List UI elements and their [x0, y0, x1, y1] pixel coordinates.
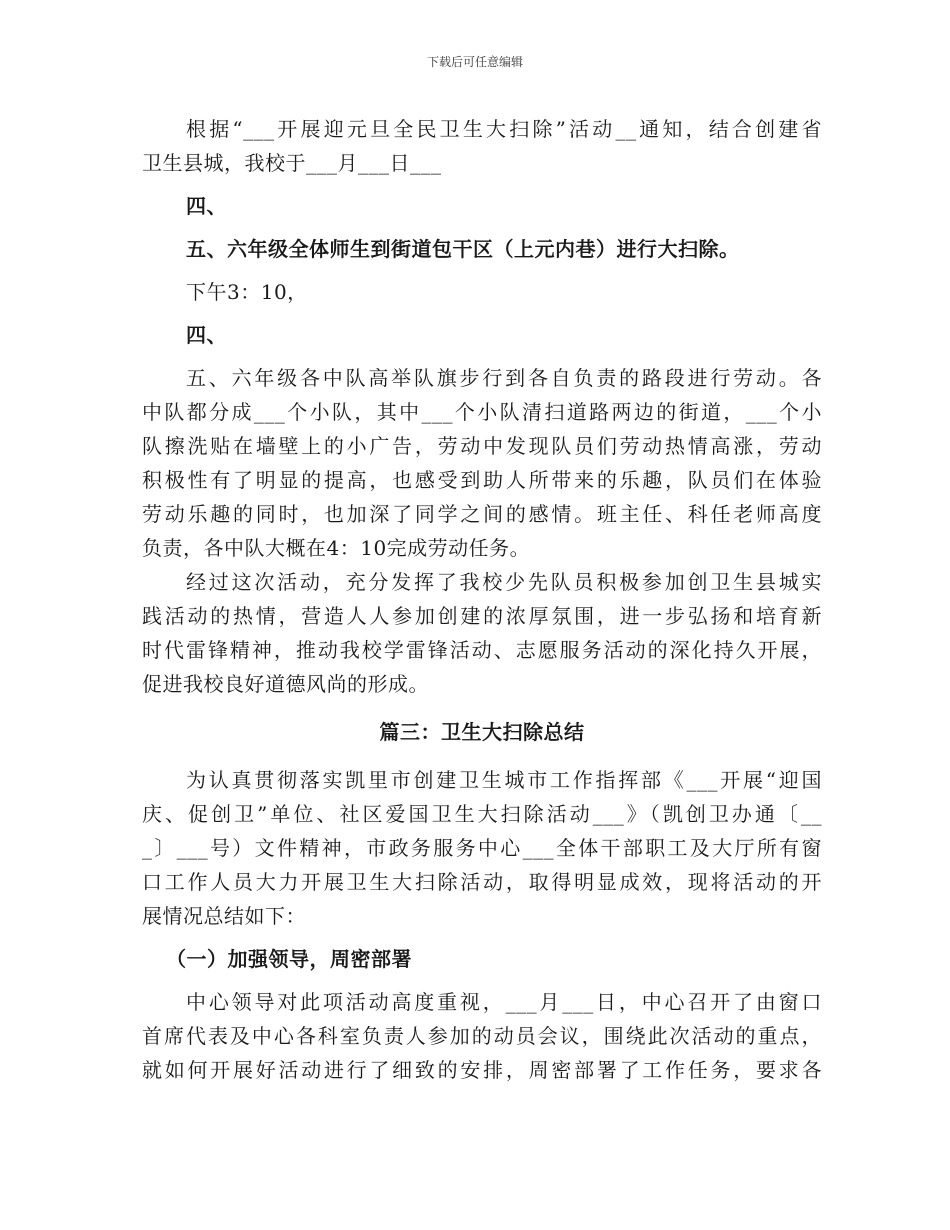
paragraph-line: 经过这次活动，充分发挥了我校少先队员积极参加创卫生县城实	[186, 570, 822, 594]
paragraph-line: _〕___号）文件精神，市政务服务中心___全体干部职工及大厅所有窗	[142, 836, 822, 860]
paragraph-line: 为认真贯彻落实凯里市创建卫生城市工作指挥部《___开展“迎国	[186, 768, 822, 792]
paragraph-line: 队擦洗贴在墙壁上的小广告，劳动中发现队员们劳动热情高涨，劳动	[142, 434, 822, 458]
bold-heading-line: 四、	[186, 323, 227, 347]
paragraph-line: 首席代表及中心各科室负责人参加的动员会议，围绕此次活动的重点，	[142, 1024, 822, 1048]
paragraph-line: 时代雷锋精神，推动我校学雷锋活动、志愿服务活动的深化持久开展，	[142, 638, 822, 662]
paragraph-line: 五、六年级各中队高举队旗步行到各自负责的路段进行劳动。各	[186, 366, 822, 390]
bold-heading-line: 五、六年级全体师生到街道包干区（上元内巷）进行大扫除。	[186, 237, 740, 261]
paragraph-line: 劳动乐趣的同时，也加深了同学之间的感情。班主任、科任老师高度	[142, 502, 822, 526]
bold-heading-line: 四、	[186, 194, 227, 218]
document-body	[142, 112, 822, 1087]
paragraph-line: 下午3：10，	[186, 280, 308, 304]
paragraph-line: 中心领导对此项活动高度重视，___月___日，中心召开了由窗口	[186, 990, 822, 1014]
paragraph-line: 中队都分成___个小队，其中___个小队清扫道路两边的街道，___个小	[142, 400, 822, 424]
paragraph-line: 负责，各中队大概在4：10完成劳动任务。	[142, 536, 531, 560]
paragraph-line: 积极性有了明显的提高，也感受到助人所带来的乐趣，队员们在体验	[142, 468, 822, 492]
paragraph-line: 践活动的热情，营造人人参加创建的浓厚氛围，进一步弘扬和培育新	[142, 604, 822, 628]
paragraph-line: 促进我校良好道德风尚的形成。	[142, 672, 429, 696]
section-title: 篇三：卫生大扫除总结	[379, 720, 585, 744]
paragraph-line: 庆、促创卫”单位、社区爱国卫生大扫除活动___》（凯创卫办通〔__	[142, 802, 822, 826]
subsection-heading: （一）加强领导，周密部署	[166, 947, 412, 971]
paragraph-line: 根据“___开展迎元旦全民卫生大扫除”活动__通知，结合创建省	[186, 117, 822, 141]
paragraph-line: 展情况总结如下：	[142, 904, 306, 928]
page-header: 下载后可任意编辑	[426, 55, 523, 69]
paragraph-line: 卫生县城，我校于___月___日___	[142, 151, 442, 175]
paragraph-line: 就如何开展好活动进行了细致的安排，周密部署了工作任务，要求各	[142, 1058, 822, 1082]
paragraph-line: 口工作人员大力开展卫生大扫除活动，取得明显成效，现将活动的开	[142, 870, 822, 894]
